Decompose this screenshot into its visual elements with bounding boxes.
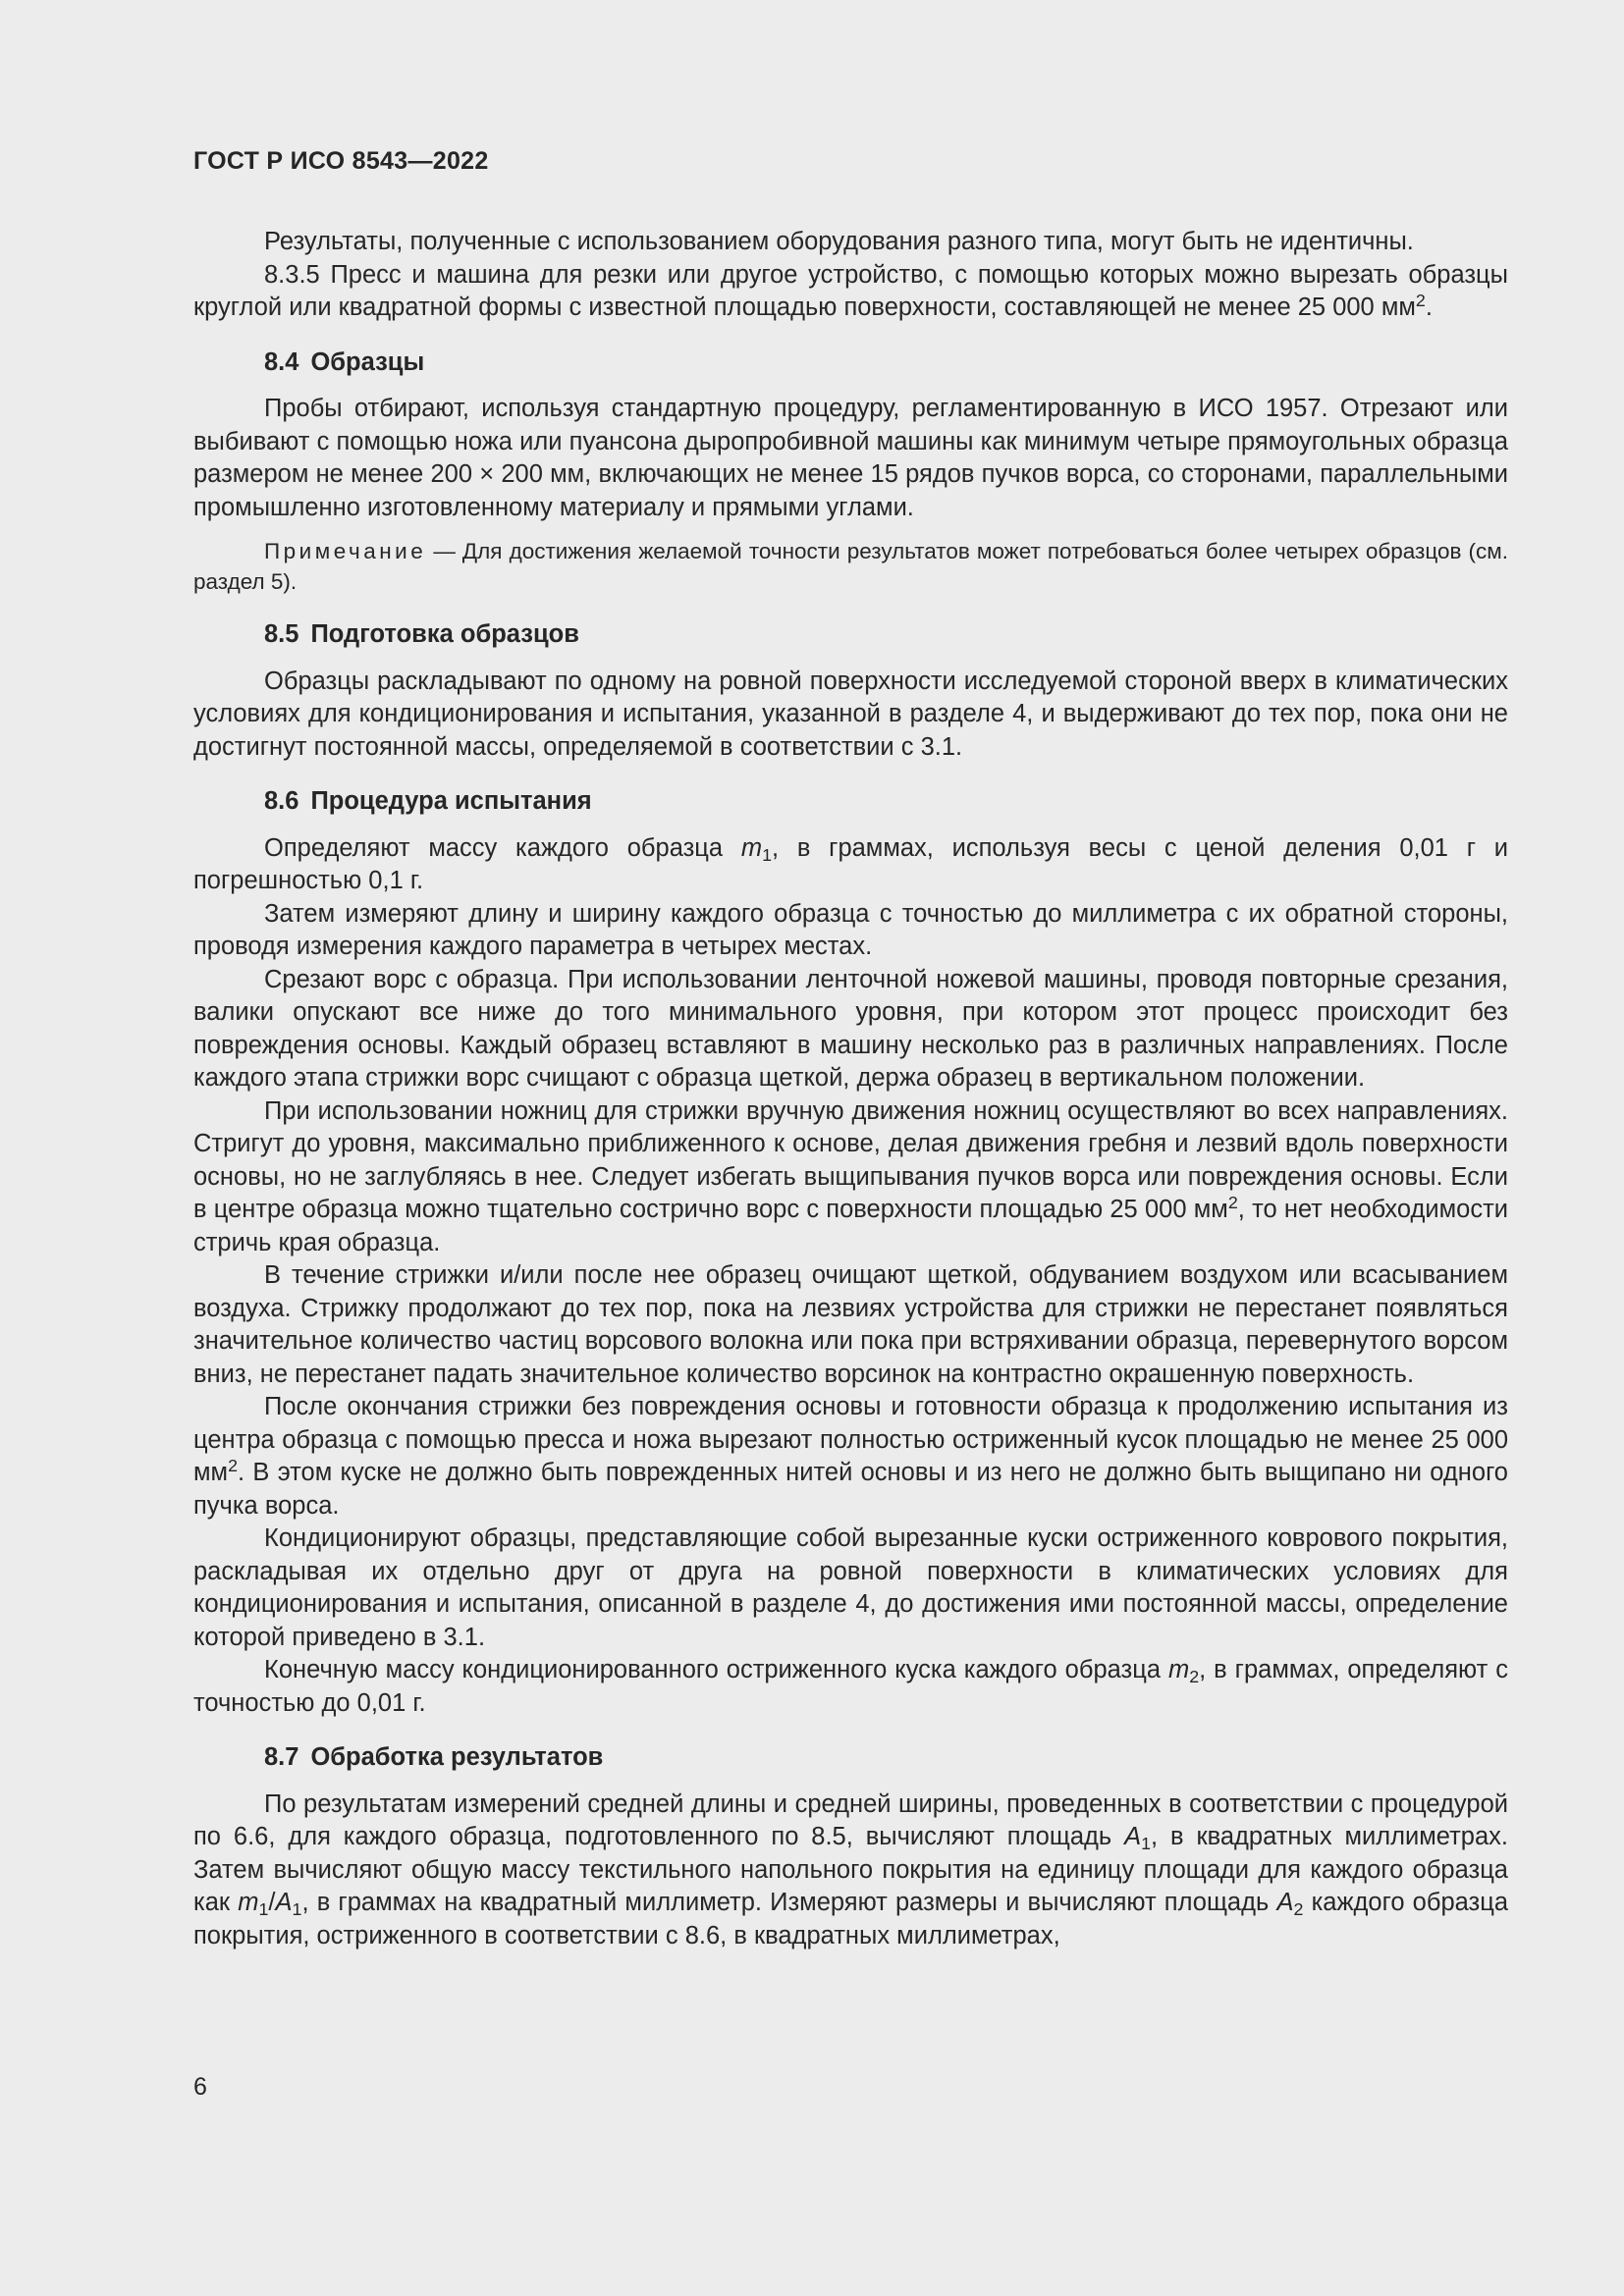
section-title: Образцы [310,347,425,376]
section-title: Процедура испытания [310,787,592,815]
variable: A [1276,1889,1294,1916]
text: При использовании ножниц для стрижки вручную движения ножниц осуществляют во всех направлениях. Стригут до уровня, максимально приближенного к основе, делая движения гребня и лезвий вдоль поверхности основы, но не заглубляясь в нее. Следует избегать выщипывания пучков ворса или повреждения основы. Если в центре образца можно тщательно сострично ворс с поверхности площадью 25 000 мм [193,1096,1508,1223]
paragraph [193,1095,1508,1260]
text: , в граммах, определяют с точностью до 0,01 г. [193,1656,1508,1717]
text: Конечную массу кондиционированного остриженного куска каждого образца [264,1656,1168,1683]
paragraph: Образцы раскладывают по одному на ровной поверхности исследуемой стороной вверх в климатических условиях для кондиционирования и испытания, указанной в разделе 4, и выдерживают до тех пор, пока они не достигнут постоянной массы, определяемой в соответствии с 3.1. [193,667,1508,761]
paragraph [193,1654,1508,1720]
text: Определяют массу каждого образца [264,833,741,862]
variable: A [275,1889,293,1916]
superscript: 2 [1227,1193,1238,1212]
paragraph: Срезают ворс с образца. При использовании ленточной ножевой машины, проводя повторные срезания, валики опускают все ниже до того минимального уровня, при котором этот процесс происходит без повреждения основы. Каждый образец вставляют в машину несколько раз в различных направлениях. После каждого этапа стрижки ворс счищают с образца щеткой, держа образец в вертикальном положении. [193,965,1508,1092]
variable: A [1124,1823,1142,1850]
text: / [268,1889,276,1916]
variable: m [740,833,763,862]
text: , в граммах на квадратный миллиметр. Измеряют размеры и вычисляют площадь [301,1889,1277,1916]
paragraph: В течение стрижки и/или после нее образец очищают щеткой, обдуванием воздухом или всасыванием воздуха. Стрижку продолжают до тех пор, пока на лезвиях устройства для стрижки не перестанет появляться значительное количество частиц ворсового волокна или пока при встряхивании образца, перевернутого ворсом вниз, не перестанет падать значительное количество ворсинок на контрастно окрашенную поверхность. [193,1261,1508,1388]
section-number: 8.6 [264,787,299,815]
variable: m [1167,1656,1190,1683]
section-number: 8.5 [264,620,299,648]
document-header: ГОСТ Р ИСО 8543—2022 [193,147,489,175]
paragraph: Результаты, полученные с использованием оборудования разного типа, могут быть не идентичны. [264,228,1414,255]
paragraph: Пробы отбирают, используя стандартную процедуру, регламентированную в ИСО 1957. Отрезают или выбивают с помощью ножа или пуансона дыропробивной машины как минимум четыре прямоугольных образца размером не менее 200 × 200 мм, включающих не менее 15 рядов пучков ворса, со сторонами, параллельными промышленно изготовленному материалу и прямыми углами. [193,395,1508,521]
section-title: Обработка результатов [310,1743,604,1771]
paragraph: Затем измеряют длину и ширину каждого образца с точностью до миллиметра с их обратной стороны, проводя измерения каждого параметра в четырех местах. [193,899,1508,960]
subscript: 1 [258,1899,269,1919]
section-number: 8.7 [264,1743,299,1771]
text: После окончания стрижки без повреждения основы и готовности образца к продолжению испытания из центра образца с помощью пресса и ножа вырезают полностью остриженный кусок площадью не менее 25 000 мм [193,1393,1508,1486]
page-number: 6 [193,2073,207,2101]
text: . В этом куске не должно быть поврежденных нитей основы и из него не должно быть выщипано ни одного пучка ворса. [193,1459,1508,1520]
section-title: Подготовка образцов [310,620,579,648]
section-number: 8.4 [264,347,299,376]
section-heading-8-4 [193,347,1508,380]
note-text: — Для достижения желаемой точности результатов может потребоваться более четырех образцов (см. раздел 5). [193,539,1508,594]
section-heading-8-7 [193,1741,1508,1775]
paragraph: Кондиционируют образцы, представляющие собой вырезанные куски остриженного коврового покрытия, раскладывая их отдельно друг от друга на ровной поверхности в климатических условиях для кондиционирования и испытания, описанной в разделе 4, до достижения ими постоянной массы, определение которой приведено в 3.1. [193,1524,1508,1651]
text: 8.3.5 Пресс и машина для резки или другое устройство, с помощью которых можно вырезать образцы круглой или квадратной формы с известной площадью поверхности, составляющей не менее 25 000 мм [193,260,1508,321]
paragraph-8-3-5 [193,259,1508,325]
variable: m [238,1889,259,1916]
text: каждого образца покрытия, остриженного в соответствии с 8.6, в квадратных миллиметрах, [193,1889,1509,1949]
text: , то нет необходимости стричь края образца. [193,1196,1508,1256]
text: , в квадратных миллиметрах. Затем вычисляют общую массу текстильного напольного покрытия на единицу площади для каждого образца как [193,1823,1509,1916]
superscript: 2 [228,1456,238,1475]
paragraph [193,1391,1508,1522]
note-label: Примечание [264,539,427,563]
text: . [1425,294,1433,321]
text: , в граммах, используя весы с ценой деления 0,01 г и погрешностью 0,1 г. [193,833,1508,894]
section-heading-8-6 [193,785,1508,819]
subscript: 1 [1141,1834,1152,1853]
section-heading-8-5 [193,618,1508,652]
superscript: 2 [1415,291,1426,310]
text: По результатам измерений средней длины и средней ширины, проведенных в соответствии с процедурой по 6.6, для каждого образца, подготовленного по 8.5, вычисляют площадь [193,1789,1508,1850]
subscript: 2 [1189,1667,1200,1686]
paragraph [193,1789,1508,1953]
subscript: 1 [292,1899,302,1919]
document-body [193,226,1508,1952]
note [193,536,1508,597]
paragraph [193,832,1508,898]
subscript: 2 [1293,1899,1304,1919]
subscript: 1 [762,844,773,865]
